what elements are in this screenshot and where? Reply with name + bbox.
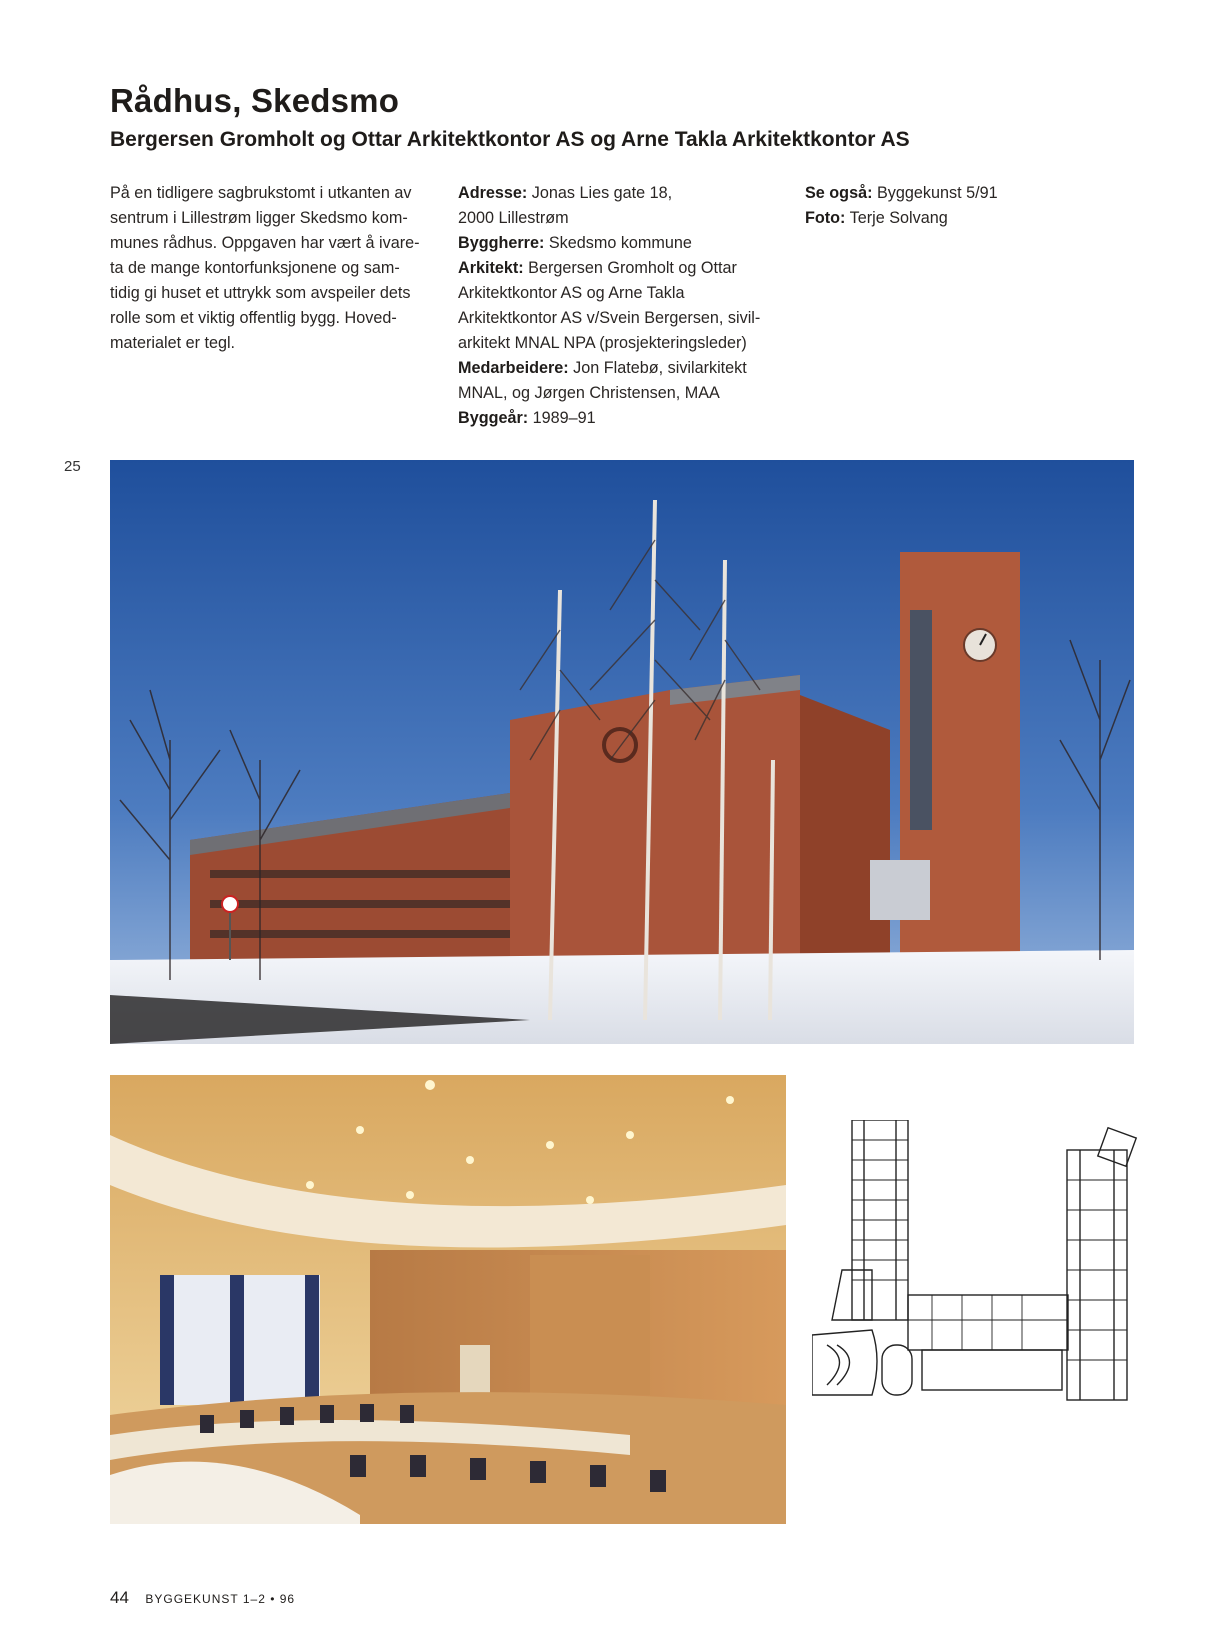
project-facts (458, 181, 788, 431)
architect-line-2: Arkitektkontor AS og Arne Takla (458, 284, 685, 302)
intro-line: tidig gi huset et uttrykk som avspeiler dets (110, 284, 411, 302)
staff-value: Jon Flatebø, sivilarkitekt (568, 359, 747, 377)
article-title: Rådhus, Skedsmo (110, 82, 400, 119)
intro-line: sentrum i Lillestrøm ligger Skedsmo kom- (110, 209, 408, 227)
address-value: Jonas Lies gate 18, (527, 184, 673, 202)
intro-line: munes rådhus. Oppgaven har vært å ivare- (110, 234, 420, 252)
architect-label: Arkitekt: (458, 259, 524, 277)
year-label: Byggeår: (458, 409, 529, 427)
year-value: 1989–91 (528, 409, 596, 427)
address-line-2: 2000 Lillestrøm (458, 209, 569, 227)
photo-credit-row (805, 206, 1105, 231)
floor-plan-illustration (812, 1120, 1142, 1432)
exterior-photo-illustration (110, 460, 1134, 1044)
page-footer (110, 1588, 295, 1608)
architect-value: Bergersen Gromholt og Ottar (523, 259, 737, 277)
year-row (458, 406, 788, 431)
intro-line: På en tidligere sagbrukstomt i utkanten av (110, 184, 412, 202)
staff-row (458, 356, 788, 381)
intro-line: ta de mange kontorfunksjonene og sam- (110, 259, 400, 277)
article-subtitle: Bergersen Gromholt og Ottar Arkitektkontor AS og Arne Takla Arkitektkontor AS (110, 128, 910, 151)
exterior-photo (110, 460, 1134, 1044)
intro-text (110, 181, 440, 356)
interior-photo (110, 1075, 786, 1524)
client-value: Skedsmo kommune (544, 234, 692, 252)
address-label: Adresse: (458, 184, 528, 202)
see-also-value: Byggekunst 5/91 (872, 184, 998, 202)
floor-plan-drawing (812, 1120, 1142, 1432)
architect-line-4: arkitekt MNAL NPA (prosjekteringsleder) (458, 334, 747, 352)
architect-row (458, 256, 788, 281)
photo-credit-label: Foto: (805, 209, 846, 227)
client-label: Byggherre: (458, 234, 545, 252)
address-row (458, 181, 788, 206)
intro-line: rolle som et viktig offentlig bygg. Hoved- (110, 309, 397, 327)
architect-line-3: Arkitektkontor AS v/Svein Bergersen, sivil- (458, 309, 761, 327)
staff-line-2: MNAL, og Jørgen Christensen, MAA (458, 384, 720, 402)
staff-label: Medarbeidere: (458, 359, 569, 377)
client-row (458, 231, 788, 256)
photo-credit-value: Terje Solvang (845, 209, 948, 227)
see-also-row (805, 181, 1105, 206)
see-also-label: Se også: (805, 184, 873, 202)
figure-number: 25 (64, 458, 81, 475)
references (805, 181, 1105, 231)
intro-line: materialet er tegl. (110, 334, 236, 352)
interior-photo-illustration (110, 1075, 786, 1524)
page-number: 44 (110, 1588, 129, 1607)
publication-name: BYGGEKUNST 1–2 • 96 (145, 1592, 296, 1606)
